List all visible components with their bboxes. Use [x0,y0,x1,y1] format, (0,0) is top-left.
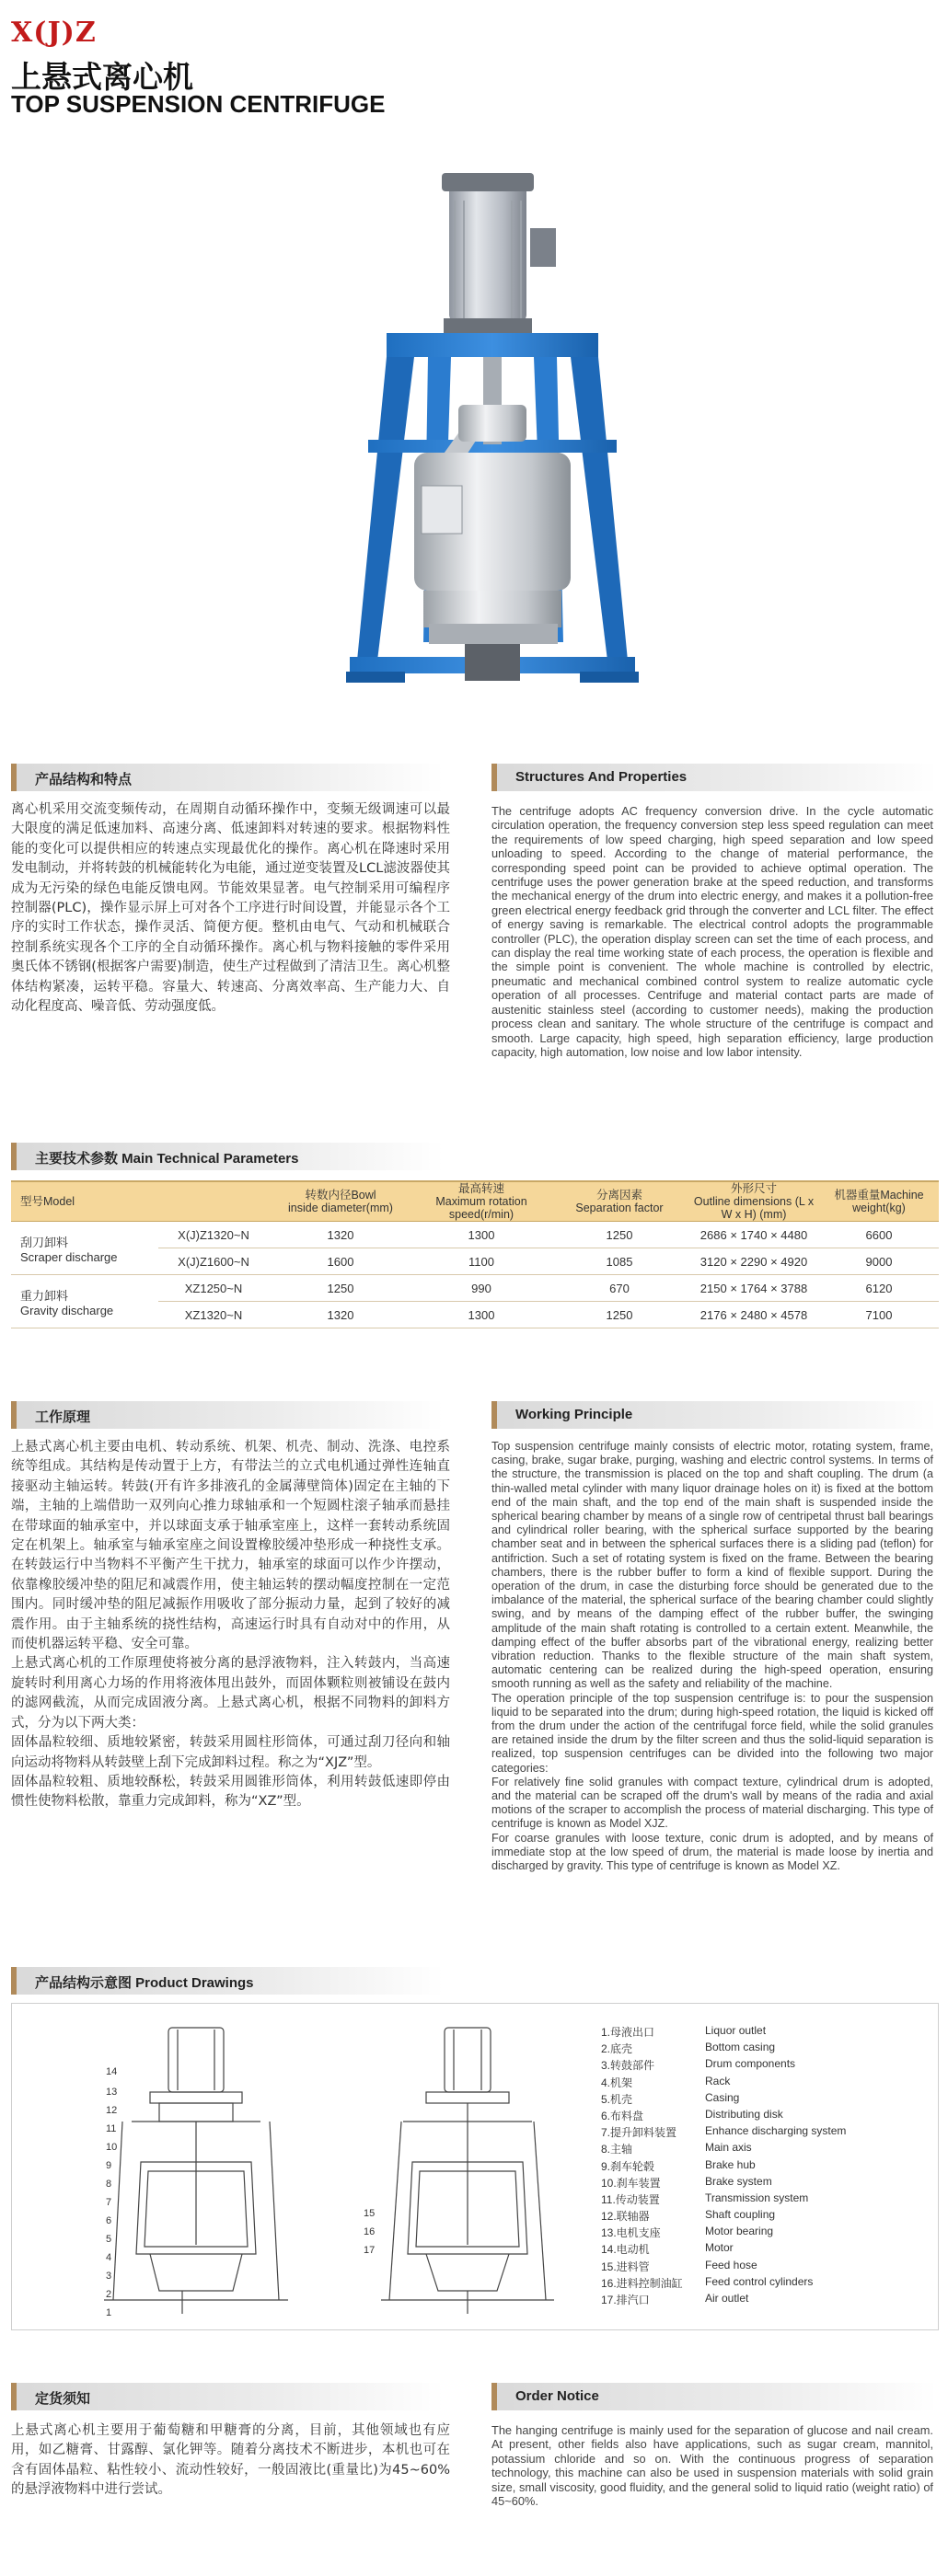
callout-9: 9 [106,2160,112,2171]
cell-speed: 1300 [412,1302,550,1328]
section-header-notice-cn: 定货须知 [11,2383,444,2410]
section-header-notice-en: Order Notice [491,2383,937,2410]
cell-separation: 670 [550,1275,688,1302]
cell-dimensions: 3120 × 2290 × 4920 [688,1248,819,1275]
group-gravity: 重力卸料 Gravity discharge [11,1275,158,1328]
cell-weight: 6600 [819,1222,939,1248]
cell-bowl: 1320 [269,1222,412,1248]
notice-body-cn: 上悬式离心机主要用于葡萄糖和甲糖膏的分离，目前，其他领域也有应用，如乙糖膏、甘露醇、氯化钾等。随着分离技术不断进步，本机也可在含有固体晶粒、粘性较小、流动性较好，一般固液比(重量比)为45~60%的悬浮液物料中进行尝试。 [11,2423,450,2498]
list-item: 12.联轴器 Shaft coupling [601,2208,776,2224]
cell-model: XZ1320~N [158,1302,269,1328]
cell-dimensions: 2150 × 1764 × 3788 [688,1275,819,1302]
centrifuge-product-image [341,164,644,716]
cell-separation: 1085 [550,1248,688,1275]
table-row [11,1222,939,1248]
cell-speed: 990 [412,1275,550,1302]
cell-weight: 7100 [819,1302,939,1328]
list-item: 5.机壳 Casing [601,2090,740,2106]
header-speed: 最高转速 Maximum rotation speed(r/min) [412,1181,550,1222]
cell-weight: 9000 [819,1248,939,1275]
list-item: 7.提升卸料装置 Enhance discharging system [601,2124,847,2140]
structure-body-cn: 离心机采用交流变频传动，在周期自动循环操作中，变频无级调速可以最大限度的满足低速加料、高速分离、低速卸料对转速的要求。根据物料性能的变化可以提供相应的转速点实现最优化的操作。离心机在降速时采用发电制动，并将转鼓的机械能转化为电能，通过逆变装置及LCL滤波器使其成为无污染的绿色电能反馈电网。节能效果显著。电气控制采用可编程序控制器(PLC)，操作显示屏上可对各个工序进行时间设置，并能显示各个工序的实时工作状态，操作灵活、简便方便。整机由电气、气动和机械联合控制系统实现各个工序的全自动循环操作。离心机与物料接触的零件采用奥氏体不锈钢(根据客户需要)制造，使生产过程做到了清洁卫生。离心机整体结构紧凑，运转平稳。容量大、转速高、分离效率高、生产能力大、自动化程度高、噪音低、劳动强度低。 [11,802,450,1015]
cell-bowl: 1600 [269,1248,412,1275]
list-item: 16.进料控制油缸 Feed control cylinders [601,2274,814,2290]
callout-15: 15 [364,2208,376,2219]
section-header-structure-cn: 产品结构和特点 [11,764,444,791]
header-weight: 机器重量Machine weight(kg) [819,1181,939,1222]
section-header-structure-en: Structures And Properties [491,764,937,791]
callout-16: 16 [364,2226,376,2237]
page-title-en: TOP SUSPENSION CENTRIFUGE [11,90,386,118]
callout-6: 6 [106,2215,112,2226]
section-header-drawings: 产品结构示意图 Product Drawings [11,1967,444,1995]
working-body-en: Top suspension centrifuge mainly consists of electric motor, rotating system, frame, casing, brake, sugar brake, purging, washing and electric control systems. In terms of the structure, the transmission is placed on the top and shaft coupling. The drum (a thin-walled metal cylinder with many liquor drainage holes on it) is fixed at the bottom end of the main shaft, and the top end of the main shaft is suspended inside the spherical bearing chamber by means of a single row of centripetal thrust ball bearings and cylindrical roller bearing, with the spherical surface supported by the bearing chamber seat and in between the spherical surfaces there is a sliding pad (teflon) for antifriction. Such a set of rotating system is fixed on the frame. Between the bearing chambers, there is the rubber buffer to form a kind of flexible support. During the operation of the drum, in case the disturbing force should be generated due to the imbalance of the material, the spherical surface of the bearing chamber could slightly swing, and by means of the damping effect of the rubber buffer, the swinging amplitude of the main shaft rotating is controlled to a certain extent. Meanwhile, the damping effect of the buffer absorbs part of the vibrational energy, realizing better vibration reduction. Thanks to the flexible structure of the main shaft system, automatic centering can be realized during the high-speed operation, ensuring smooth running as well as the safety and reliability of the machine. The operation principle of the top suspension centrifuge is: to pour the suspension liquid to be separated into the drum; during high-speed rotation, the liquid is kicked off from the drum under the action of the centrifugal force field, while the solid granules are retained inside the drum by the filter screen and thus the solid-liquid separation is realized, top suspension centrifuges can be divided into the following two major categories: For relatively fine solid granules with compact texture, cylindrical drum is adopted, and the material can be scraped off the drum's wall by means of the radia and axial motions of the scraper to accomplish the process of material discharging. This type of centrifuge is known as Model XJZ. For coarse granules with loose texture, conic drum is adopted, and by means of immediate stop at the low speed of drum, the material is made loose by inertia and discharged by gravity. This type of centrifuge is known as Model XZ. [491,1440,933,1873]
header-dimensions: 外形尺寸 Outline dimensions (L x W x H) (mm) [688,1181,819,1222]
table-row [11,1275,939,1302]
cell-model: XZ1250~N [158,1275,269,1302]
section-header-working-cn: 工作原理 [11,1401,444,1429]
list-item: 2.底壳 Bottom casing [601,2041,776,2056]
callout-12: 12 [106,2105,118,2116]
cell-speed: 1100 [412,1248,550,1275]
callout-8: 8 [106,2179,112,2190]
group-scraper: 刮刀卸料 Scraper discharge [11,1222,158,1275]
list-item: 6.布料盘 Distributing disk [601,2107,783,2122]
cell-dimensions: 2176 × 2480 × 4578 [688,1302,819,1328]
list-item: 17.排汽口 Air outlet [601,2292,749,2306]
table-header-row [11,1181,939,1222]
cell-bowl: 1250 [269,1275,412,1302]
drawings-panel [11,2003,939,2330]
cell-model: X(J)Z1600~N [158,1248,269,1275]
section-header-working-en: Working Principle [491,1401,937,1429]
cell-separation: 1250 [550,1302,688,1328]
cell-bowl: 1320 [269,1302,412,1328]
section-header-params: 主要技术参数 Main Technical Parameters [11,1143,444,1170]
callout-7: 7 [106,2197,112,2208]
callout-3: 3 [106,2271,112,2282]
cell-dimensions: 2686 × 1740 × 4480 [688,1222,819,1248]
list-item: 8.主轴 Main axis [601,2141,752,2156]
parts-list [601,2024,914,2308]
cell-model: X(J)Z1320~N [158,1222,269,1248]
cell-separation: 1250 [550,1222,688,1248]
callout-17: 17 [364,2245,376,2256]
centrifuge-front-drawing [95,2024,306,2318]
callout-2: 2 [106,2289,112,2300]
list-item: 11.传动装置 Transmission system [601,2191,809,2206]
cell-weight: 6120 [819,1275,939,1302]
list-item: 10.刹车装置 Brake system [601,2174,772,2190]
list-item: 14.电动机 Motor [601,2241,734,2257]
brand-logo: X(J)Z [11,17,97,49]
page-title-cn: 上悬式离心机 [11,59,193,95]
list-item: 13.电机支座 Motor bearing [601,2225,774,2240]
callout-4: 4 [106,2252,112,2263]
centrifuge-side-drawing [376,2024,560,2318]
structure-body-en: The centrifuge adopts AC frequency conversion drive. In the cycle automatic circulation operation, the frequency conversion step less speed regulation can meet the requirements of low speed charging, high speed separation and low speed unloading to speed. According to the change of material performance, the corresponding speed point can be provided to achieve optimal operation. The centrifuge uses the power generation brake at the speed reduction, and transforms the mechanical energy of the drum into electric energy, and makes it a pollution-free green electrical energy feedback grid through the converter and LCL filter. The effect of energy saving is remarkable. The electrical control adopts the programmable controller (PLC), the operation display screen can set the time of each process, and can display the real time working state of each process, the operation is flexible and the simple point is convenient. The whole machine is controlled by electric, pneumatic and mechanical combined control system to realize automatic cycle operation of all processes. Centrifuge and material contact parts are made of austenitic stainless steel (according to customer needs), making the production process clean and sanitary. The whole structure of the centrifuge is compact and smooth. Large capacity, high speed, high separation efficiency, large production capacity, high automation, low noise and low labor intensity. [491,804,937,1059]
callout-13: 13 [106,2087,118,2098]
callout-1: 1 [106,2307,112,2318]
callout-10: 10 [106,2142,118,2153]
working-body-cn: 上悬式离心机主要由电机、转动系统、机架、机壳、制动、洗涤、电控系统等组成。其结构是传动置于上方，有带法兰的立式电机通过弹性连轴直接驱动主轴运转。转鼓(开有许多排液孔的金属薄壁筒体)固定在主轴的下端，主轴的上端借助一双列向心推力球轴承和一个短圆柱滚子轴承而悬挂在带球面的轴承室中，并以球面支承于轴承室座上，这样一套转动系统固定在机架上。轴承室与轴承室座之间设置橡胶缓冲垫形成一种挠性支承。在转鼓运行中当物料不平衡产生干扰力，轴承室的球面可以作少许摆动，依靠橡胶缓冲垫的阻尼和减震作用，使主轴运转的摆动幅度控制在一定范围内。同时缓冲垫的阻尼减振作用吸收了部分振动力量，起到了较好的减震作用。由于主轴系统的挠性结构，高速运行时具有自动对中的作用，从而使机器运转平稳、安全可靠。 上悬式离心机的工作原理使将被分离的悬浮液物料，注入转鼓内，当高速旋转时利用离心力场的作用将液体甩出鼓外，而固体颗粒则被铺设在鼓内的滤网截流，从而完成固液分离。上悬式离心机，根据不同物料的卸料方式，分为以下两大类： 固体晶粒较细、质地较紧密，转鼓采用圆柱形筒体，可通过刮刀径向和轴向运动将物料从转鼓壁上刮下完成卸料过程。称之为“XJZ”型。 固体晶粒较粗、质地较酥松，转鼓采用圆锥形筒体，利用转鼓低速即停由惯性使物料松散，靠重力完成卸料，称为“XZ”型。 [11,1440,450,1810]
header-bowl: 转数内径Bowl inside diameter(mm) [269,1181,412,1222]
list-item: 3.转鼓部件 Drum components [601,2057,796,2073]
parameters-table [11,1180,939,1328]
list-item: 1.母液出口 Liquor outlet [601,2024,767,2039]
header-model: 型号Model [11,1181,269,1222]
header-separation: 分离因素 Separation factor [550,1181,688,1222]
list-item: 4.机架 Rack [601,2074,731,2089]
list-item: 15.进料管 Feed hose [601,2258,757,2273]
list-item: 9.刹车轮毂 Brake hub [601,2157,756,2173]
callout-14: 14 [106,2066,118,2077]
notice-body-en: The hanging centrifuge is mainly used for the separation of glucose and nail cream. At present, other fields also have applications, such as sugar cream, mannitol, potassium chloride and so on. With the continuous progress of separation technology, this machine can also be used in suspension materials with solid grain size, small viscosity, good fluidity, and the general solid to liquid ratio (weight ratio) of 45~60%. [491,2423,937,2509]
callout-5: 5 [106,2234,112,2245]
cell-speed: 1300 [412,1222,550,1248]
callout-11: 11 [106,2123,117,2134]
